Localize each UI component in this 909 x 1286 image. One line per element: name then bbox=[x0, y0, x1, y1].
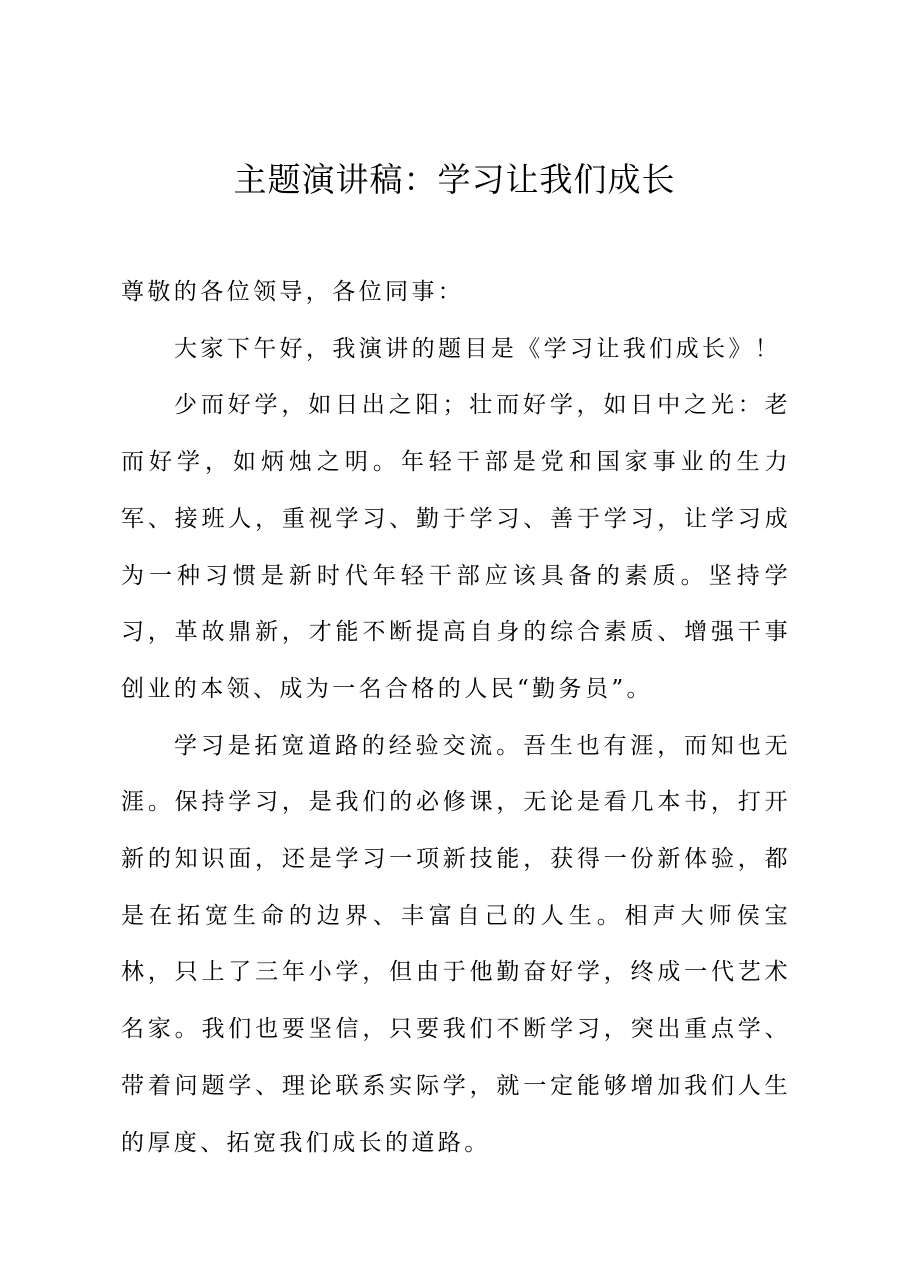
salutation: 尊敬的各位领导，各位同事： bbox=[121, 279, 465, 305]
paragraph-youth-learning: 少而好学，如日出之阳；壮而好学，如日中之光：老而好学，如炳烛之明。年轻干部是党和国家事业的生力军、接班人，重视学习、勤于学习、善于学习，让学习成为一种习惯是新时代年轻干部应该具备的素质。坚持学习，革故鼎新，才能不断提高自身的综合素质、增强干事创业的本领、成为一名合格的人民“勤务员”。 bbox=[121, 392, 791, 702]
paragraph-greeting: 大家下午好，我演讲的题目是《学习让我们成长》！ bbox=[174, 335, 782, 362]
document-body bbox=[121, 264, 791, 1171]
paragraph-broaden-road: 学习是拓宽道路的经验交流。吾生也有涯，而知也无涯。保持学习，是我们的必修课，无论是看几本书，打开新的知识面，还是学习一项新技能，获得一份新体验，都是在拓宽生命的边界、丰富自己的人生。相声大师侯宝林，只上了三年小学，但由于他勤奋好学，终成一代艺术名家。我们也要坚信，只要我们不断学习，突出重点学、带着问题学、理论联系实际学，就一定能够增加我们人生的厚度、拓宽我们成长的道路。 bbox=[121, 732, 791, 1156]
document-title: 主题演讲稿：学习让我们成长 bbox=[233, 160, 676, 199]
